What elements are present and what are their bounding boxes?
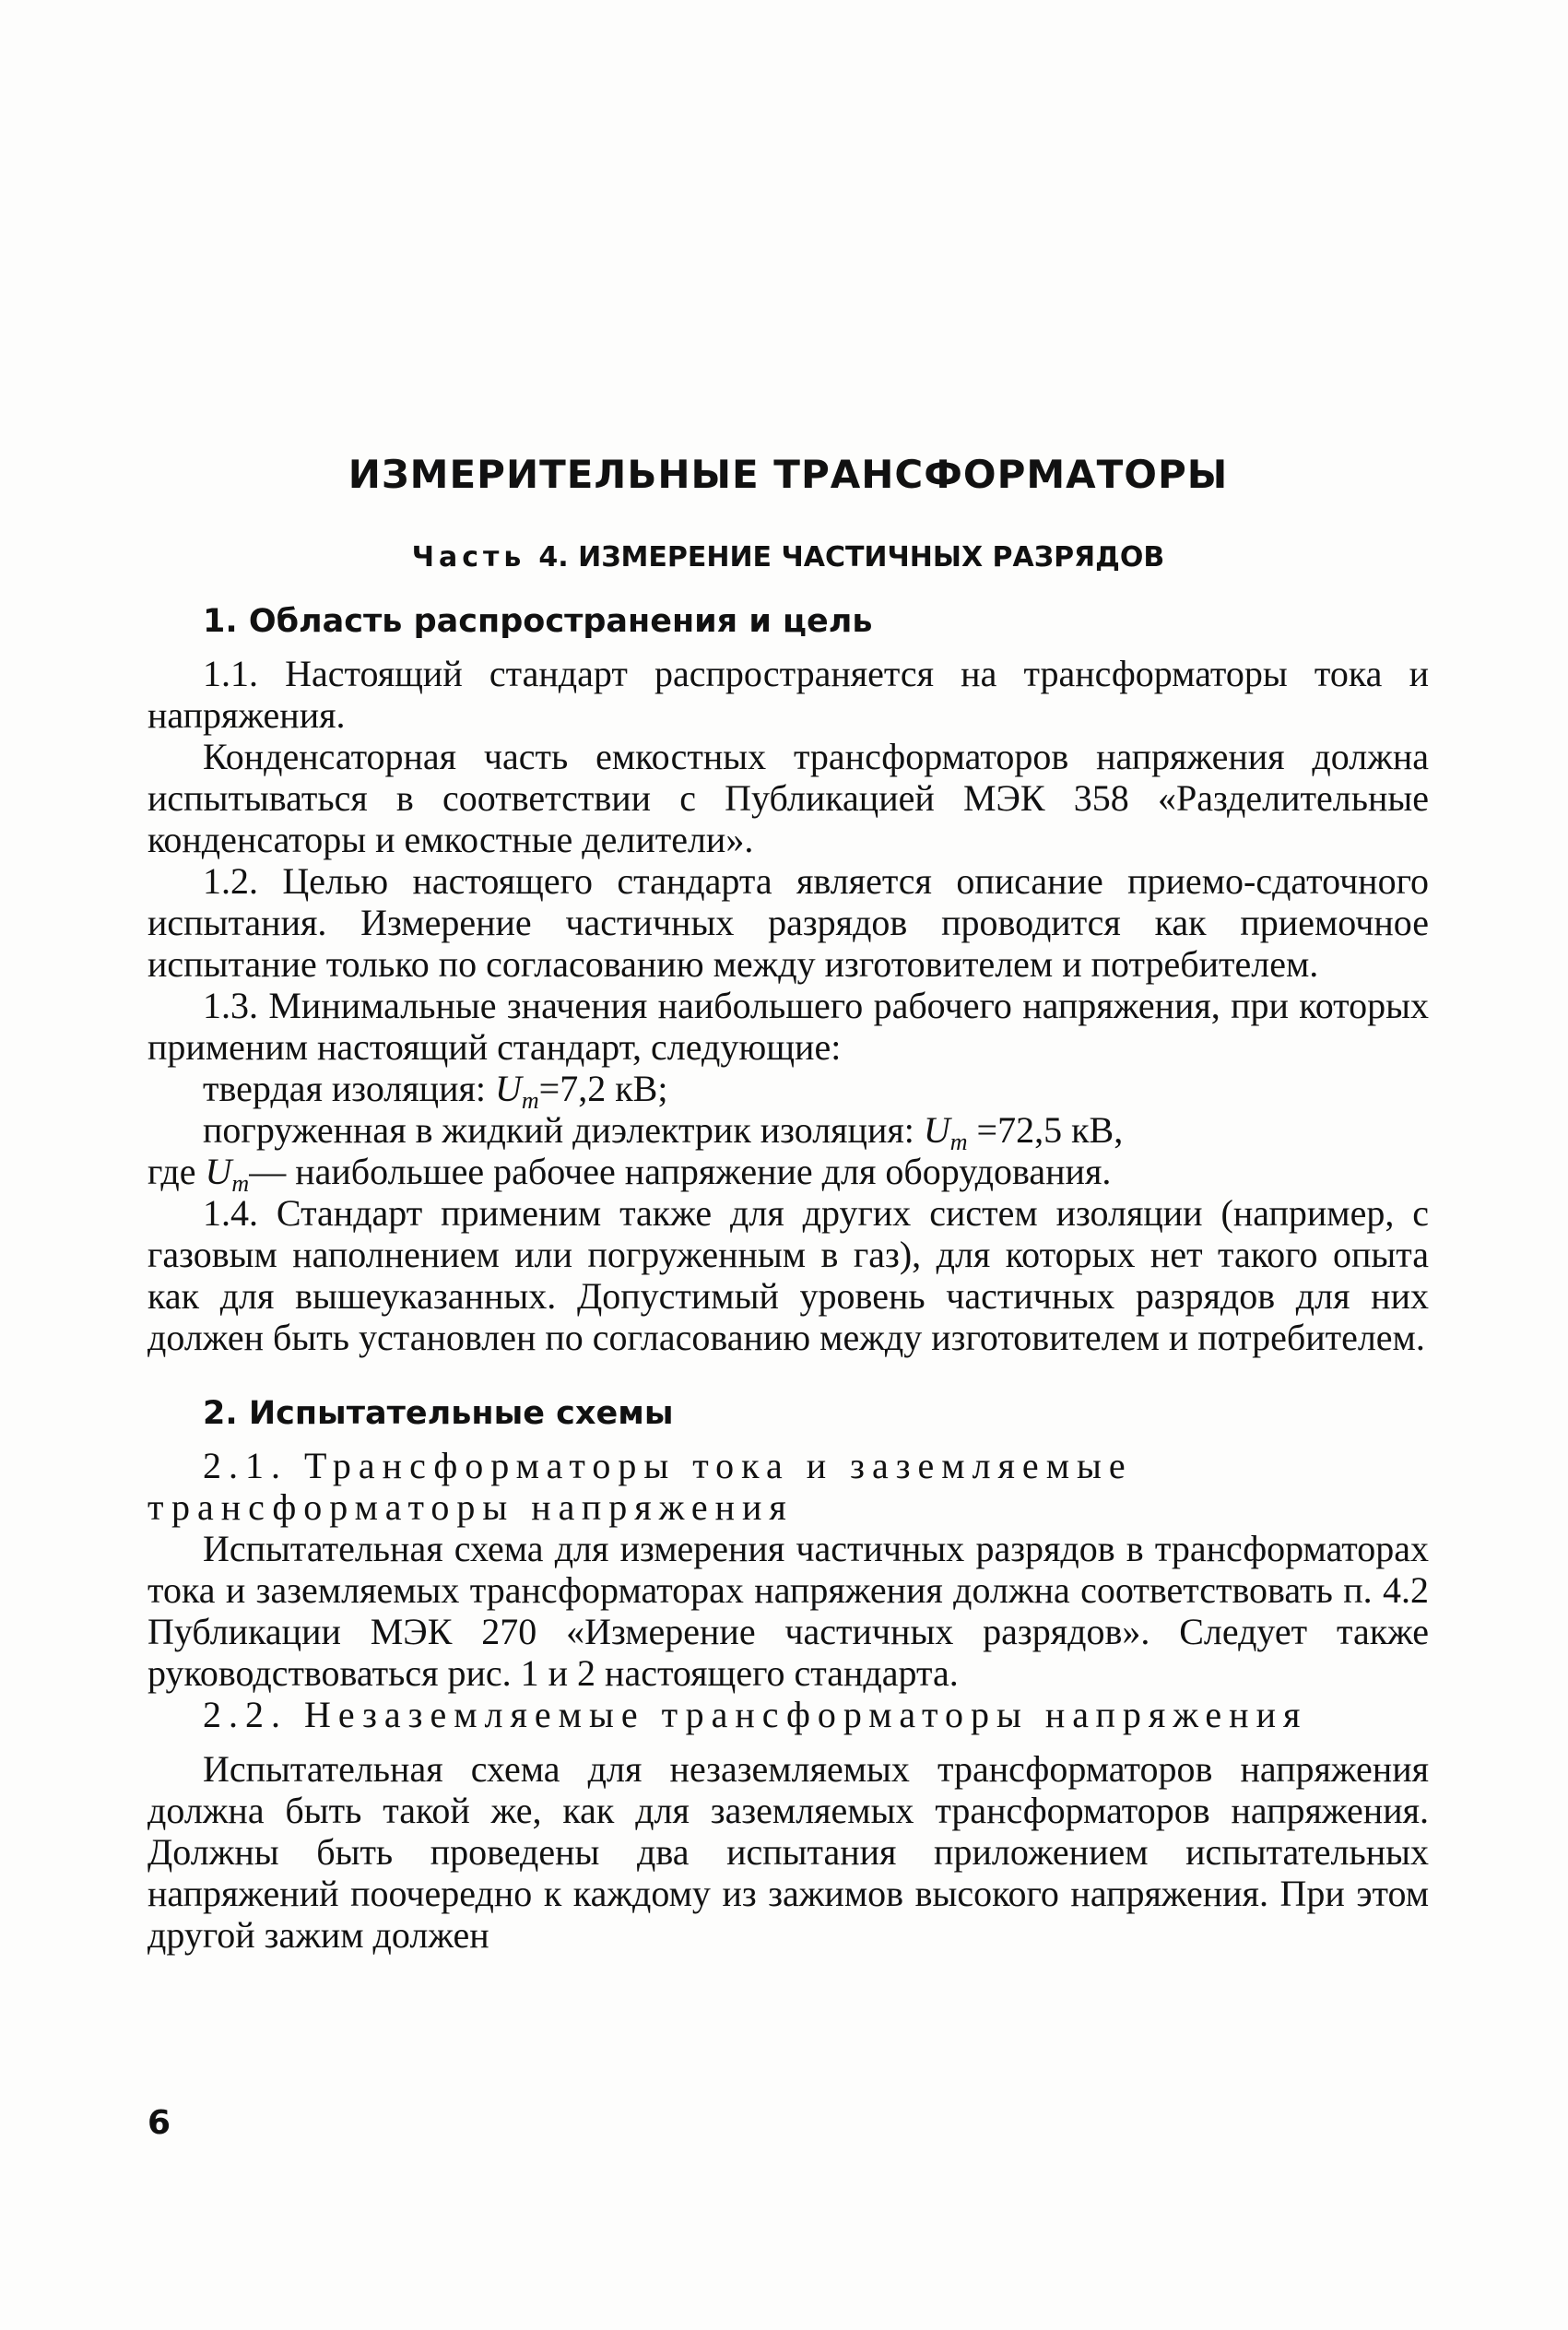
paragraph-2-1-heading (147, 1445, 1429, 1528)
um-symbol: U (495, 1068, 522, 1109)
document-body (147, 452, 1429, 1956)
subtitle-part-label: Часть (411, 541, 526, 574)
paragraph-1-1b: Конденсаторная часть емкостных трансформаторов напряжения должна испытываться в соответствии с Публикацией МЭК 358 «Разделительные конденсаторы и емкостные делители». (147, 736, 1429, 860)
section-heading-1: 1. Область распространения и цель (203, 603, 873, 640)
paragraph-1-4: 1.4. Стандарт применим также для других систем изоляции (например, с газовым наполнением или погруженным в газ), для которых нет такого опыта как для вышеуказанных. Допустимый уровень частичных разрядов для них должен быть установлен по согласованию между изготовителем и потребителем. (147, 1192, 1429, 1358)
section-heading-2: 2. Испытательные схемы (203, 1395, 674, 1432)
where-text: — наибольшее рабочее напряжение для оборудования. (249, 1151, 1112, 1192)
liquid-label: погруженная в жидкий диэлектрик изоляция: (203, 1109, 914, 1151)
paragraph-1-1: 1.1. Настоящий стандарт распространяется на трансформаторы тока и напряжения. (147, 653, 1429, 736)
um-symbol: U (205, 1151, 232, 1192)
paragraph-1-3: 1.3. Минимальные значения наибольшего рабочего напряжения, при которых применим настоящий стандарт, следующие: (147, 985, 1429, 1068)
solid-label: твердая изоляция: (203, 1068, 486, 1109)
paragraph-1-3-liquid (147, 1109, 1429, 1155)
document-title: ИЗМЕРИТЕЛЬНЫЕ ТРАНСФОРМАТОРЫ (348, 452, 1229, 497)
subtitle-text: 4. ИЗМЕРЕНИЕ ЧАСТИЧНЫХ РАЗРЯДОВ (538, 541, 1165, 574)
clause-title: Незаземляемые трансформаторы напряжения (304, 1694, 1308, 1735)
paragraph-1-3-where (147, 1151, 1429, 1197)
um-subscript: m (521, 1087, 539, 1114)
um-subscript: m (949, 1129, 968, 1155)
solid-value: =7,2 кВ; (538, 1068, 668, 1109)
liquid-value: =72,5 кВ, (976, 1109, 1124, 1151)
clause-title: Трансформаторы тока и заземляемые трансформаторы напряжения (147, 1445, 1133, 1528)
um-symbol: U (923, 1109, 950, 1151)
paragraph-2-2: Испытательная схема для незаземляемых трансформаторов напряжения должна быть такой же, как для заземляемых трансформаторов напряжения. Должны быть проведены два испытания приложением испытательных напряжений поочередно к каждому из зажимов высокого напряжения. При этом другой зажим должен (147, 1748, 1429, 1956)
clause-number: 2.1. (203, 1445, 288, 1486)
clause-number: 2.2. (203, 1694, 288, 1735)
page-number: 6 (147, 2104, 171, 2142)
where-label: где (147, 1151, 196, 1192)
paragraph-1-2: 1.2. Целью настоящего стандарта является описание приемо-сдаточного испытания. Измерение частичных разрядов проводится как приемочное испытание только по согласованию между изготовителем и потребителем. (147, 860, 1429, 985)
document-subtitle (147, 541, 1429, 574)
paragraph-1-3-solid (147, 1068, 1429, 1114)
um-subscript: m (231, 1170, 250, 1197)
paragraph-2-1: Испытательная схема для измерения частичных разрядов в трансформаторах тока и заземляемых трансформаторах напряжения должна соответствовать п. 4.2 Публикации МЭК 270 «Измерение частичных разрядов». Следует также руководствоваться рис. 1 и 2 настоящего стандарта. (147, 1528, 1429, 1694)
paragraph-2-2-heading (147, 1694, 1429, 1735)
